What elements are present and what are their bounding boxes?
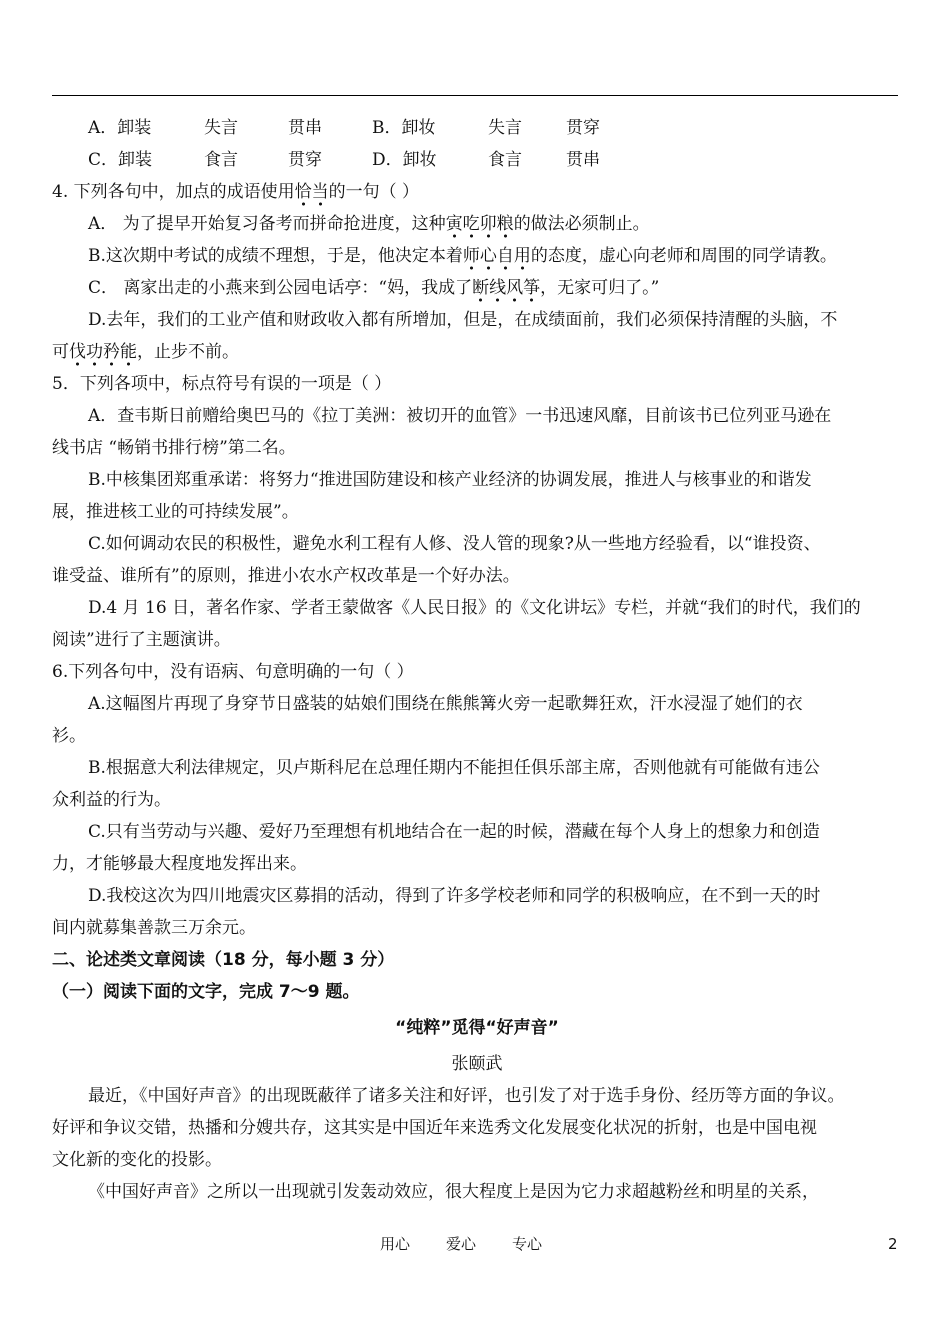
q5-option-a[interactable]: A．查韦斯日前赠给奥巴马的《拉丁美洲：被切开的血管》一书迅速风靡，目前该书已位列亚马逊在 [88,406,832,426]
q5-option-d[interactable]: D.4 月 16 日，著名作家、学者王蒙做客《人民日报》的《文化讲坛》专栏，并就“我们的时代，我们的 [88,598,861,618]
q3-option-d-word-2: 贯串 [566,150,600,170]
q6-option-d-cont: 间内就募集善款三万余元。 [52,918,256,938]
footer-word-1: 用心 [380,1235,411,1253]
paragraph-1-line-2: 好评和争议交错，热播和分嫂共存，这其实是中国近年来选秀文化发展变化状况的折射，也是中国电视 [52,1118,817,1138]
q3-option-c[interactable]: C．卸装 [88,150,153,170]
q4-stem-text: 4. 下列各句中，加点的成语使用 [52,182,295,202]
footer-motto [380,1232,578,1256]
q5-option-d-cont: 阅读”进行了主题演讲。 [52,630,231,650]
q4-option-c-text-end: ，无家可归了。” [540,278,660,298]
document-body [52,112,902,1208]
q3-options-row-2 [52,144,902,176]
q4-stem-text-end: 的一句（ ） [328,182,420,202]
q4-option-b-idiom: 师心自用 [463,246,531,271]
q4-stem [52,176,902,208]
q5-option-c[interactable]: C.如何调动农民的积极性，避免水利工程有人修、没人管的现象?从一些地方经验看，以“谁投资、 [88,534,821,554]
q4-stem-emphasis: 恰当 [295,182,329,207]
q6-option-b[interactable]: B.根据意大利法律规定，贝卢斯科尼在总理任期内不能担任俱乐部主席，否则他就有可能做有违公 [88,758,820,778]
q4-option-a[interactable] [52,208,902,240]
q6-option-a-cont: 衫。 [52,726,86,746]
q3-option-a-word-2: 贯串 [288,118,322,138]
section-heading: 二、论述类文章阅读（18 分，每小题 3 分） [52,950,395,970]
q4-option-a-idiom: 寅吃卯粮 [446,214,514,239]
article-title: “纯粹”觅得“好声音” [395,1018,559,1038]
page-number: 2 [888,1235,898,1253]
paragraph-1-line-1: 最近，《中国好声音》的出现既蔽徉了诸多关注和好评，也引发了对于选手身份、经历等方面的争议。 [88,1086,845,1106]
q4-option-b-text: B.这次期中考试的成绩不理想，于是，他决定本着 [88,246,463,266]
q6-option-a[interactable]: A.这幅图片再现了身穿节日盛装的姑娘们围绕在熊熊篝火旁一起歌舞狂欢，汗水浸湿了她们的衣 [88,694,803,714]
q3-options-row-1 [52,112,902,144]
subsection-heading: （一）阅读下面的文字，完成 7～9 题。 [52,982,360,1002]
q4-option-c-idiom: 断线风筝 [472,278,540,303]
q4-option-c[interactable] [52,272,902,304]
q4-option-c-text: C． 离家出走的小燕来到公园电话亭：“妈，我成了 [88,278,473,298]
q3-option-b-word-1: 失言 [488,118,522,138]
header-rule [52,95,898,96]
q6-option-c-cont: 力，才能够最大程度地发挥出来。 [52,854,307,874]
q3-option-c-word-2: 贯穿 [288,150,322,170]
q6-option-b-cont: 众利益的行为。 [52,790,171,810]
q6-option-c[interactable]: C.只有当劳动与兴趣、爱好乃至理想有机地结合在一起的时候，潜藏在每个人身上的想象力和创造 [88,822,820,842]
q4-option-d-idiom: 伐功矜能 [69,342,137,367]
q3-option-a[interactable]: A．卸装 [88,118,152,138]
q5-option-b[interactable]: B.中核集团郑重承诺：将努力“推进国防建设和核产业经济的协调发展，推进人与核事业的和谐发 [88,470,812,490]
q3-option-c-word-1: 食言 [204,150,238,170]
q4-option-b[interactable] [52,240,902,272]
q4-option-b-text-end: 的态度，虚心向老师和周围的同学请教。 [530,246,837,266]
q5-stem: 5．下列各项中，标点符号有误的一项是（ ） [52,374,392,394]
q3-option-d-word-1: 食言 [488,150,522,170]
q5-option-a-cont: 线书店 “畅销书排行榜”第二名。 [52,438,296,458]
q3-option-b[interactable]: B．卸妆 [372,118,436,138]
q4-option-d-text-2: 可 [52,342,69,362]
q5-option-b-cont: 展，推进核工业的可持续发展”。 [52,502,299,522]
q4-option-d-text-end: ，止步不前。 [137,342,239,362]
q3-option-b-word-2: 贯穿 [566,118,600,138]
page-footer [0,1232,950,1256]
q4-option-d-line-1[interactable] [52,304,902,336]
paragraph-2-line-1: 《中国好声音》之所以一出现就引发轰动效应，很大程度上是因为它力求超越粉丝和明星的关系， [88,1182,819,1202]
q6-option-d[interactable]: D.我校这次为四川地震灾区募捐的活动，得到了许多学校老师和同学的积极响应，在不到一天的时 [88,886,821,906]
article-author: 张颐武 [451,1054,503,1074]
q6-stem: 6.下列各句中，没有语病、句意明确的一句（ ） [52,662,414,682]
q4-option-d-line-2 [52,336,902,368]
q4-option-d-text: D.去年，我们的工业产值和财政收入都有所增加，但是，在成绩面前，我们必须保持清醒的头脑，不 [88,310,838,330]
q3-option-a-word-1: 失言 [204,118,238,138]
footer-word-3: 专心 [512,1235,543,1253]
q5-option-c-cont: 谁受益、谁所有”的原则，推进小农水产权改革是一个好办法。 [52,566,520,586]
q3-option-d[interactable]: D．卸妆 [372,150,437,170]
paragraph-1-line-3: 文化新的变化的投影。 [52,1150,222,1170]
q4-option-a-text: A． 为了提早开始复习备考而拼命抢进度，这种 [88,214,446,234]
footer-word-2: 爱心 [446,1235,477,1253]
q4-option-a-text-end: 的做法必须制止。 [513,214,650,234]
